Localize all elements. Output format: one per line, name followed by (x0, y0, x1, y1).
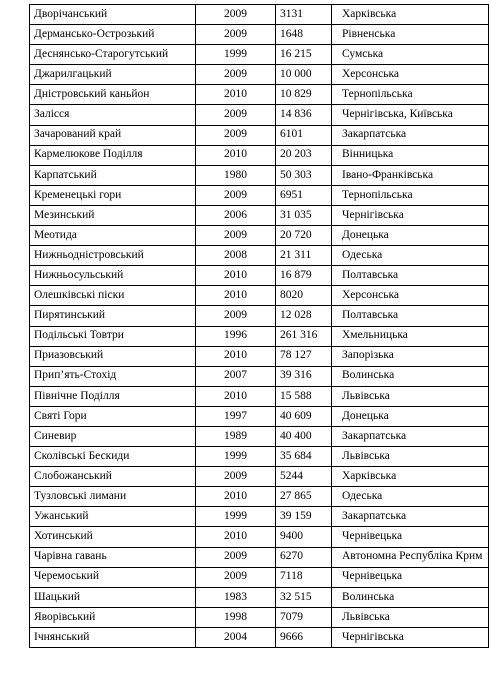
area-cell: 6951 (276, 185, 332, 205)
area-cell: 261 316 (276, 326, 332, 346)
area-cell: 39 159 (276, 507, 332, 527)
park-name-cell: Північне Поділля (30, 386, 196, 406)
year-cell: 2010 (196, 487, 276, 507)
region-cell: Волинська (332, 366, 489, 386)
region-cell: Полтавська (332, 266, 489, 286)
area-cell: 12 028 (276, 306, 332, 326)
table-row (30, 85, 489, 105)
region-cell: Чернівецька (332, 527, 489, 547)
area-cell: 9400 (276, 527, 332, 547)
area-cell: 3131 (276, 5, 332, 25)
area-cell: 8020 (276, 286, 332, 306)
area-cell: 15 588 (276, 386, 332, 406)
table-row (30, 286, 489, 306)
year-cell: 1999 (196, 45, 276, 65)
area-cell: 14 836 (276, 105, 332, 125)
area-cell: 40 400 (276, 426, 332, 446)
park-name-cell: Прип’ять-Стохід (30, 366, 196, 386)
park-name-cell: Слобожанський (30, 467, 196, 487)
area-cell: 32 515 (276, 587, 332, 607)
area-cell: 78 127 (276, 346, 332, 366)
year-cell: 2009 (196, 185, 276, 205)
table-row (30, 607, 489, 627)
region-cell: Запорізька (332, 346, 489, 366)
park-name-cell: Карпатський (30, 165, 196, 185)
region-cell: Закарпатська (332, 426, 489, 446)
year-cell: 2009 (196, 105, 276, 125)
park-name-cell: Кременецькі гори (30, 185, 196, 205)
area-cell: 6101 (276, 125, 332, 145)
year-cell: 2009 (196, 25, 276, 45)
year-cell: 2010 (196, 145, 276, 165)
year-cell: 1989 (196, 426, 276, 446)
year-cell: 2009 (196, 547, 276, 567)
region-cell: Херсонська (332, 65, 489, 85)
region-cell: Львівська (332, 386, 489, 406)
table-row (30, 205, 489, 225)
year-cell: 1999 (196, 507, 276, 527)
year-cell: 2009 (196, 5, 276, 25)
park-name-cell: Олешківські піски (30, 286, 196, 306)
region-cell: Сумська (332, 45, 489, 65)
region-cell: Донецька (332, 406, 489, 426)
region-cell: Закарпатська (332, 507, 489, 527)
region-cell: Одеська (332, 487, 489, 507)
region-cell: Хмельницька (332, 326, 489, 346)
park-name-cell: Хотинський (30, 527, 196, 547)
park-name-cell: Пирятинський (30, 306, 196, 326)
table-row (30, 5, 489, 25)
area-cell: 10 829 (276, 85, 332, 105)
region-cell: Чернігівська (332, 627, 489, 647)
park-name-cell: Яворівський (30, 607, 196, 627)
region-cell: Донецька (332, 226, 489, 246)
area-cell: 39 316 (276, 366, 332, 386)
area-cell: 40 609 (276, 406, 332, 426)
year-cell: 2010 (196, 527, 276, 547)
area-cell: 35 684 (276, 447, 332, 467)
area-cell: 16 215 (276, 45, 332, 65)
table-row (30, 587, 489, 607)
park-name-cell: Нижньодністровський (30, 246, 196, 266)
park-name-cell: Шацький (30, 587, 196, 607)
area-cell: 7118 (276, 567, 332, 587)
park-name-cell: Кармелюкове Поділля (30, 145, 196, 165)
table-row (30, 185, 489, 205)
area-cell: 20 203 (276, 145, 332, 165)
region-cell: Чернігівська, Київська (332, 105, 489, 125)
year-cell: 2009 (196, 567, 276, 587)
area-cell: 31 035 (276, 205, 332, 225)
year-cell: 2009 (196, 65, 276, 85)
table-row (30, 145, 489, 165)
area-cell: 27 865 (276, 487, 332, 507)
table-row (30, 346, 489, 366)
region-cell: Автономна Республіка Крим (332, 547, 489, 567)
year-cell: 1999 (196, 447, 276, 467)
year-cell: 2006 (196, 205, 276, 225)
year-cell: 2010 (196, 85, 276, 105)
table-row (30, 527, 489, 547)
area-cell: 20 720 (276, 226, 332, 246)
region-cell: Закарпатська (332, 125, 489, 145)
park-name-cell: Дерманськo-Острозький (30, 25, 196, 45)
table-row (30, 125, 489, 145)
park-name-cell: Залісся (30, 105, 196, 125)
year-cell: 2009 (196, 226, 276, 246)
area-cell: 1648 (276, 25, 332, 45)
region-cell: Тернопільська (332, 185, 489, 205)
table-row (30, 65, 489, 85)
year-cell: 1997 (196, 406, 276, 426)
park-name-cell: Дністровський каньйон (30, 85, 196, 105)
region-cell: Одеська (332, 246, 489, 266)
table-row (30, 165, 489, 185)
year-cell: 2007 (196, 366, 276, 386)
area-cell: 21 311 (276, 246, 332, 266)
table-row (30, 426, 489, 446)
region-cell: Івано-Франківська (332, 165, 489, 185)
region-cell: Чернігівська (332, 205, 489, 225)
area-cell: 5244 (276, 467, 332, 487)
year-cell: 2009 (196, 125, 276, 145)
area-cell: 50 303 (276, 165, 332, 185)
table-row (30, 386, 489, 406)
table-row (30, 507, 489, 527)
area-cell: 10 000 (276, 65, 332, 85)
park-name-cell: Дворічанський (30, 5, 196, 25)
region-cell: Вінницька (332, 145, 489, 165)
region-cell: Волинська (332, 587, 489, 607)
table-row (30, 627, 489, 647)
park-name-cell: Приазовський (30, 346, 196, 366)
year-cell: 2009 (196, 306, 276, 326)
park-name-cell: Сколівські Бескиди (30, 447, 196, 467)
year-cell: 2010 (196, 386, 276, 406)
park-name-cell: Тузловські лимани (30, 487, 196, 507)
park-name-cell: Нижньосульський (30, 266, 196, 286)
park-name-cell: Джарилгацький (30, 65, 196, 85)
parks-table (29, 4, 489, 648)
region-cell: Чернівецька (332, 567, 489, 587)
park-name-cell: Подільські Товтри (30, 326, 196, 346)
area-cell: 16 879 (276, 266, 332, 286)
area-cell: 6270 (276, 547, 332, 567)
table-row (30, 547, 489, 567)
year-cell: 1998 (196, 607, 276, 627)
table-row (30, 266, 489, 286)
table-row (30, 25, 489, 45)
table-row (30, 447, 489, 467)
park-name-cell: Зачарований край (30, 125, 196, 145)
year-cell: 2008 (196, 246, 276, 266)
table-row (30, 366, 489, 386)
year-cell: 2004 (196, 627, 276, 647)
year-cell: 1983 (196, 587, 276, 607)
area-cell: 7079 (276, 607, 332, 627)
table-row (30, 246, 489, 266)
year-cell: 1980 (196, 165, 276, 185)
region-cell: Полтавська (332, 306, 489, 326)
park-name-cell: Черемоський (30, 567, 196, 587)
region-cell: Харківська (332, 5, 489, 25)
year-cell: 1996 (196, 326, 276, 346)
park-name-cell: Синевир (30, 426, 196, 446)
table-row (30, 326, 489, 346)
region-cell: Харківська (332, 467, 489, 487)
table-row (30, 487, 489, 507)
park-name-cell: Мезинський (30, 205, 196, 225)
year-cell: 2010 (196, 286, 276, 306)
year-cell: 2010 (196, 346, 276, 366)
area-cell: 9666 (276, 627, 332, 647)
park-name-cell: Чарівна гавань (30, 547, 196, 567)
table-row (30, 45, 489, 65)
table-row (30, 567, 489, 587)
region-cell: Львівська (332, 607, 489, 627)
parks-table-body (30, 5, 489, 648)
table-row (30, 406, 489, 426)
table-row (30, 467, 489, 487)
table-row (30, 226, 489, 246)
park-name-cell: Ічнянський (30, 627, 196, 647)
table-row (30, 306, 489, 326)
table-row (30, 105, 489, 125)
year-cell: 2010 (196, 266, 276, 286)
region-cell: Рівненська (332, 25, 489, 45)
region-cell: Львівська (332, 447, 489, 467)
park-name-cell: Ужанський (30, 507, 196, 527)
park-name-cell: Святі Гори (30, 406, 196, 426)
year-cell: 2009 (196, 467, 276, 487)
park-name-cell: Меотида (30, 226, 196, 246)
park-name-cell: Деснянсько-Старогутський (30, 45, 196, 65)
region-cell: Херсонська (332, 286, 489, 306)
region-cell: Тернопільська (332, 85, 489, 105)
